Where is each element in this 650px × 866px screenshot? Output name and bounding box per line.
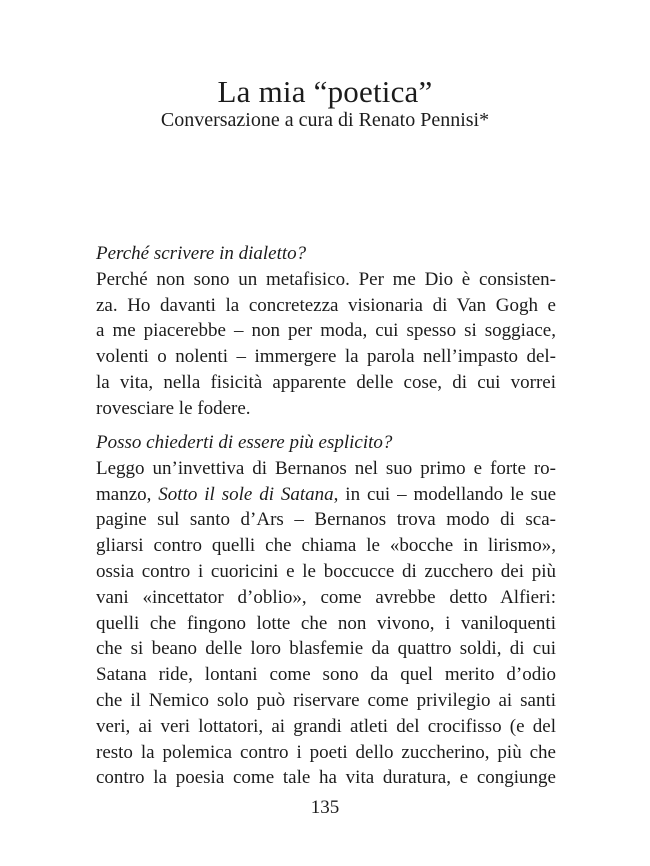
section-dialetto bbox=[96, 241, 556, 422]
page-title: La mia “poetica” bbox=[217, 74, 433, 109]
paragraph-line: quelli che fingono lotte che non vivono, i vaniloquenti bbox=[96, 612, 556, 634]
paragraph-line: Perché non sono un metafisico. Per me Dio è consisten- bbox=[96, 268, 556, 290]
paragraph-line: gliarsi contro quelli che chiama le «bocche in lirismo», bbox=[96, 535, 556, 557]
paragraph-line: che si beano delle loro blasfemie da quattro soldi, di cui bbox=[96, 638, 556, 660]
paragraph-line: Leggo un’invettiva di Bernanos nel suo primo e forte ro- bbox=[96, 457, 556, 479]
page-subtitle: Conversazione a cura di Renato Pennisi* bbox=[160, 109, 490, 131]
book-title: Sotto il sole di Satana bbox=[158, 483, 334, 505]
paragraph-line: vani «incettator d’oblio», come avrebbe detto Alfieri: bbox=[96, 586, 556, 608]
paragraph-line: ossia contro i cuoricini e le boccucce di zucchero dei più bbox=[96, 560, 556, 582]
paragraph-line: a me piacerebbe – non per moda, cui spesso si soggiace, bbox=[96, 320, 556, 342]
paragraph-line: contro la poesia come tale ha vita duratura, e congiunge bbox=[96, 767, 556, 789]
line-text: manzo, bbox=[96, 483, 159, 505]
paragraph-line bbox=[96, 482, 556, 508]
paragraph-line: za. Ho davanti la concretezza visionaria di Van Gogh e bbox=[96, 294, 556, 316]
paragraph-line: Satana ride, lontani come sono da quel merito d’odio bbox=[96, 664, 556, 686]
section-esplicito bbox=[96, 430, 556, 791]
page-number: 135 bbox=[310, 797, 340, 818]
paragraph-line: che il Nemico solo può riservare come privilegio ai santi bbox=[96, 689, 556, 711]
paragraph-line: resto la polemica contro i poeti dello zuccherino, più che bbox=[96, 741, 556, 763]
question-heading: Perché scrivere in dialetto? bbox=[96, 243, 307, 264]
paragraph-line: rovesciare le fodere. bbox=[96, 397, 251, 419]
paragraph-line: pagine sul santo d’Ars – Bernanos trova modo di sca- bbox=[96, 509, 556, 531]
question-heading: Posso chiederti di essere più esplicito? bbox=[96, 432, 393, 453]
paragraph-line: veri, ai veri lottatori, ai grandi atleti del crocifisso (e del bbox=[96, 715, 556, 737]
line-text: , in cui – modellando le sue bbox=[333, 483, 556, 505]
paragraph-line: la vita, nella fisicità apparente delle cose, di cui vorrei bbox=[96, 371, 556, 393]
paragraph-line: volenti o nolenti – immergere la parola nell’impasto del- bbox=[96, 346, 556, 368]
